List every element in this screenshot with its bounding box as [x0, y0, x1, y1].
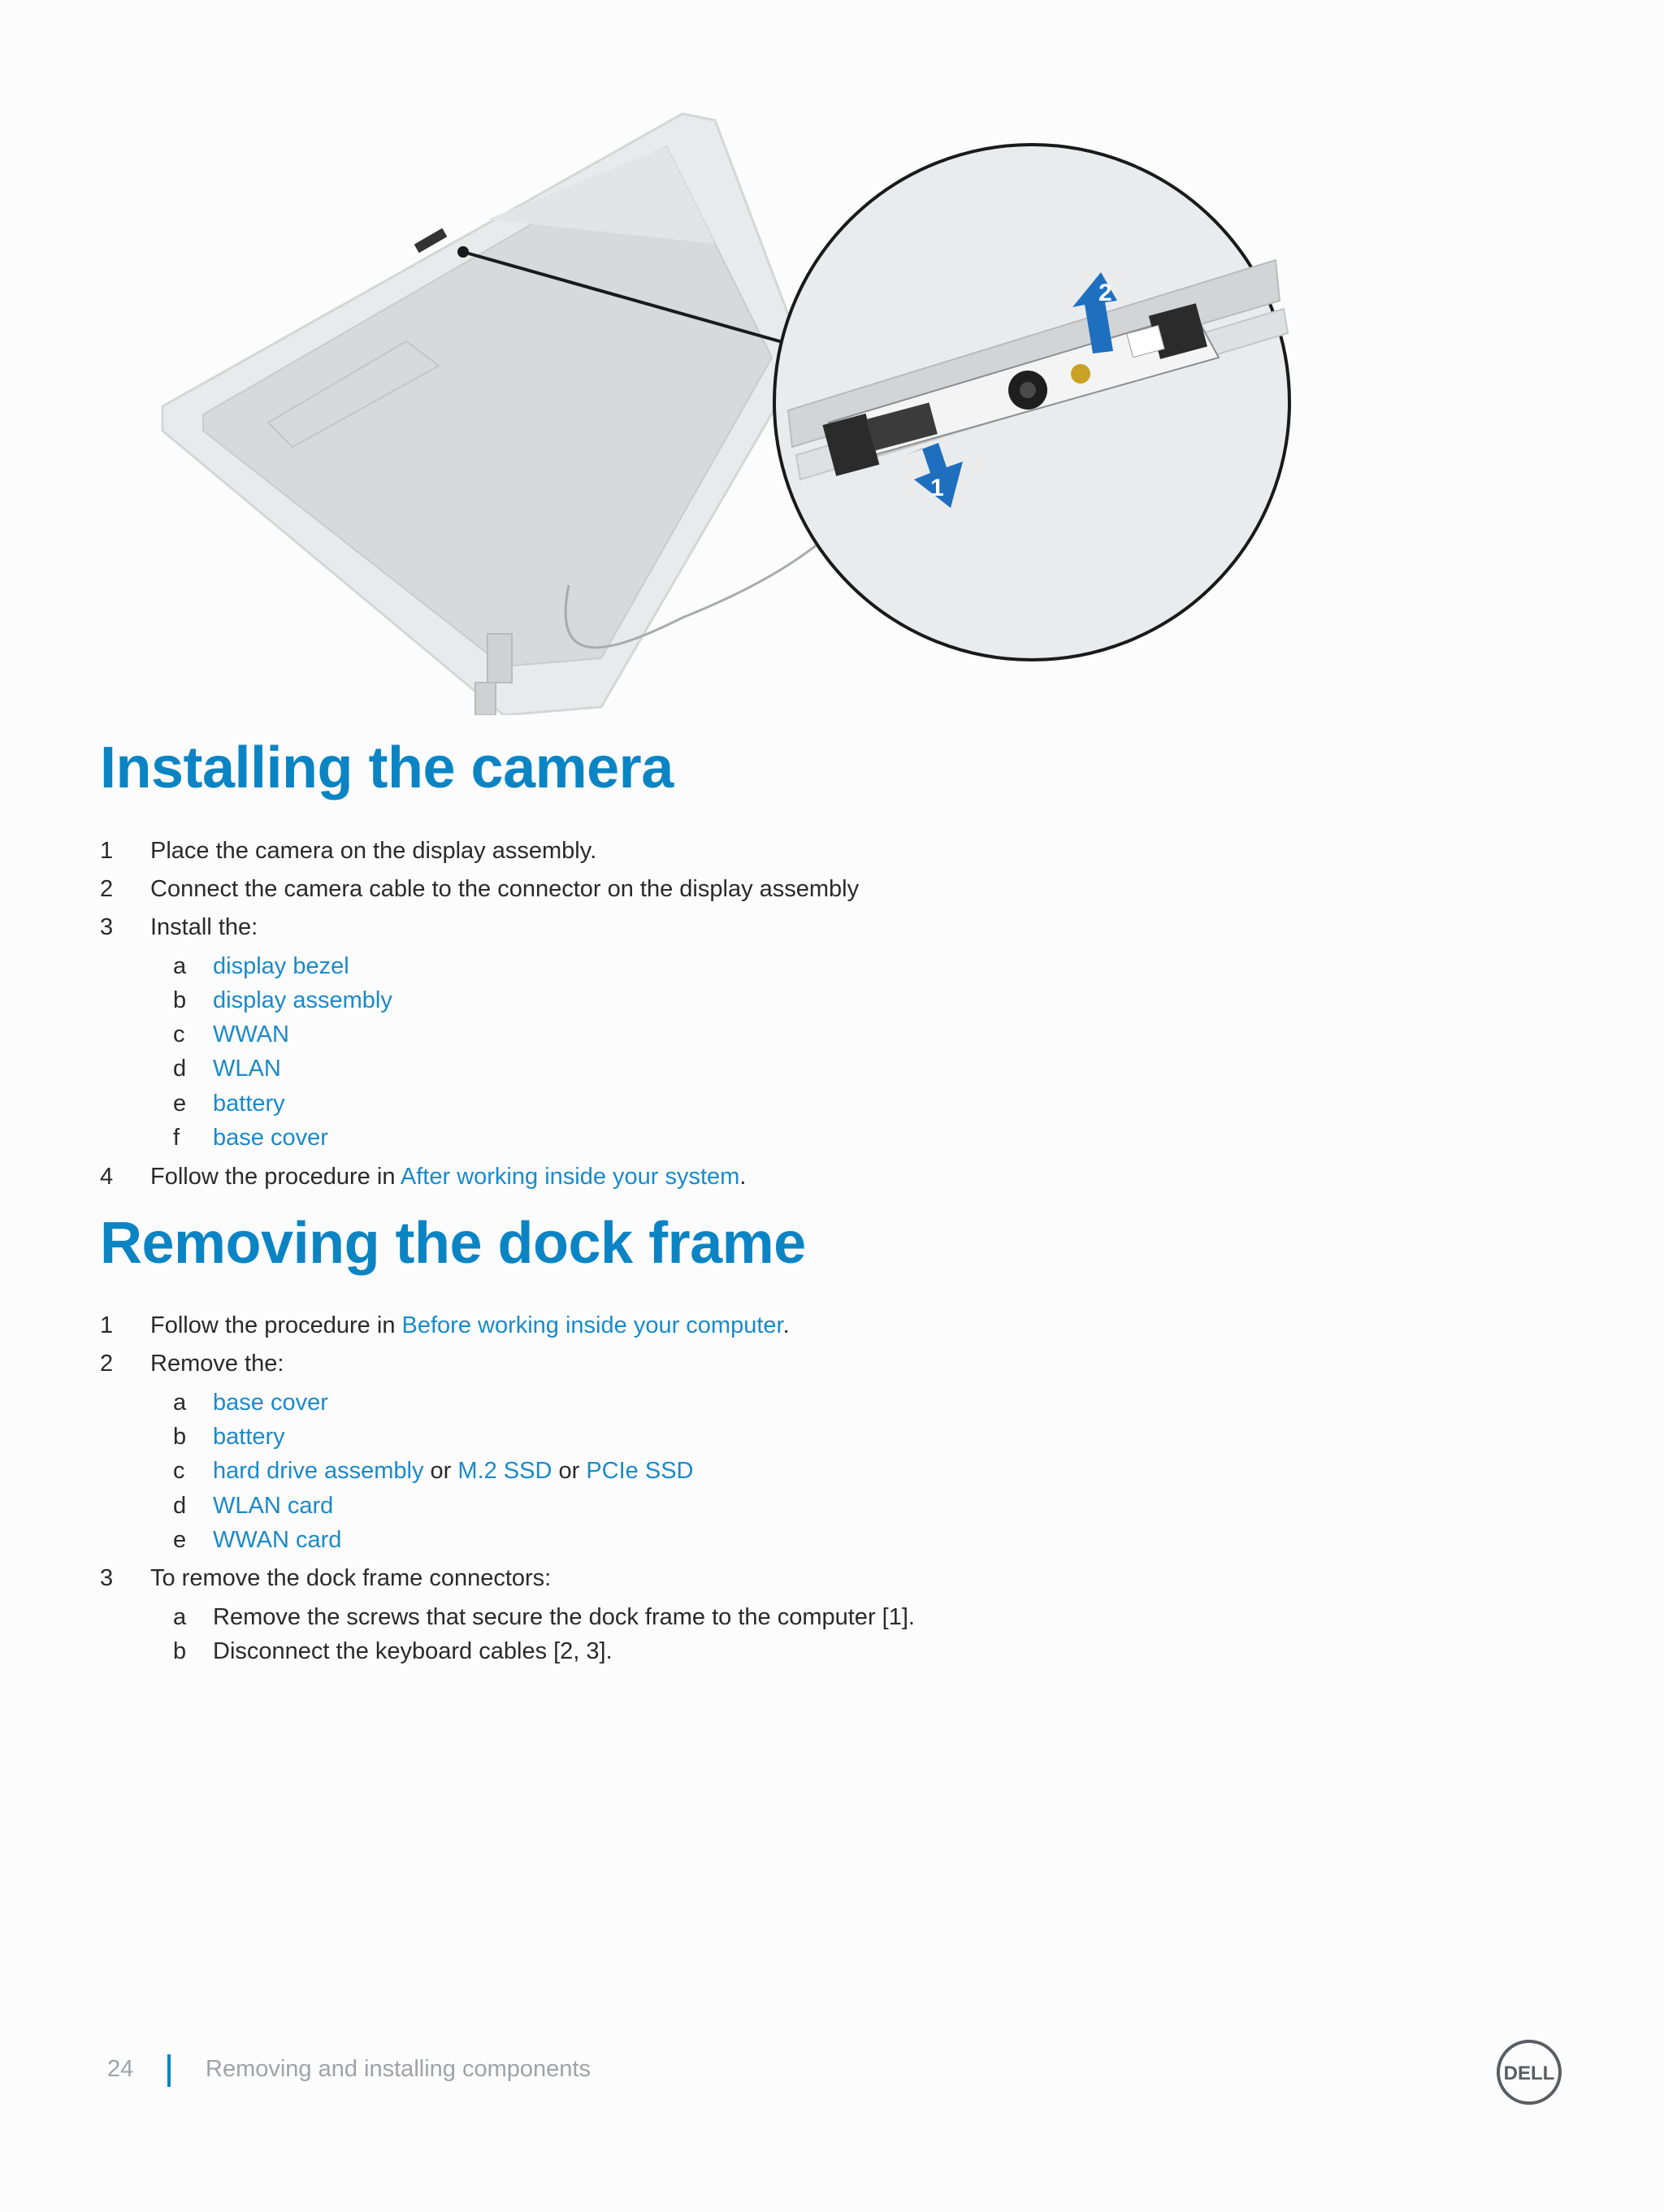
- camera-zoom-inset: [774, 145, 1289, 660]
- connector-item-a: [173, 1601, 1229, 1633]
- link-wwan-card[interactable]: WWAN card: [213, 1527, 342, 1553]
- link-battery[interactable]: battery: [213, 1091, 285, 1117]
- remove-item-d: [173, 1490, 986, 1522]
- install-step-2: [100, 873, 1319, 905]
- link-m2-ssd[interactable]: M.2 SSD: [457, 1458, 552, 1484]
- step-text: Follow the procedure in Before working inside your computer.: [150, 1312, 790, 1338]
- link-wlan[interactable]: WLAN: [213, 1056, 281, 1082]
- remove-step-3: [100, 1562, 1319, 1594]
- link-base-cover[interactable]: base cover: [213, 1125, 328, 1151]
- remove-item-c: [173, 1455, 986, 1487]
- link-hard-drive-assembly[interactable]: hard drive assembly: [213, 1458, 424, 1484]
- item-letter: d: [173, 1493, 187, 1519]
- step-number: 2: [100, 876, 114, 902]
- display-panel-illustration: [162, 114, 845, 715]
- item-letter: d: [173, 1056, 187, 1082]
- step-number: 1: [100, 838, 114, 864]
- item-text: Remove the screws that secure the dock frame to the computer [1].: [213, 1604, 915, 1630]
- install-item-f: [173, 1121, 986, 1154]
- camera-removal-figure: [146, 98, 1365, 715]
- step-number: 4: [100, 1164, 114, 1190]
- dell-logo: [1495, 2038, 1563, 2106]
- link-display-bezel[interactable]: display bezel: [213, 953, 349, 979]
- callout-number-1: 1: [930, 475, 944, 501]
- link-wwan[interactable]: WWAN: [213, 1021, 289, 1047]
- link-pcie-ssd[interactable]: PCIe SSD: [586, 1458, 694, 1484]
- item-letter: b: [173, 1424, 187, 1450]
- page-number: 24: [107, 2056, 134, 2082]
- step-text: To remove the dock frame connectors:: [150, 1565, 552, 1591]
- step-text: Remove the:: [150, 1351, 284, 1377]
- install-item-e: [173, 1087, 986, 1120]
- item-letter: c: [173, 1458, 185, 1484]
- item-letter: a: [173, 953, 187, 979]
- install-item-b: [173, 984, 986, 1017]
- item-letter: b: [173, 1638, 187, 1664]
- link-wlan-card[interactable]: WLAN card: [213, 1493, 334, 1519]
- link-base-cover[interactable]: base cover: [213, 1390, 328, 1416]
- remove-item-b: [173, 1420, 986, 1453]
- step-number: 1: [100, 1312, 114, 1338]
- link-battery[interactable]: battery: [213, 1424, 285, 1450]
- callout-number-2: 2: [1098, 280, 1112, 306]
- install-item-a: [173, 950, 986, 982]
- step-number: 2: [100, 1351, 114, 1377]
- install-step-1: [100, 835, 1319, 867]
- item-letter: c: [173, 1021, 185, 1047]
- step-text: Follow the procedure in After working inside your system.: [150, 1164, 747, 1190]
- heading-removing-dock-frame: Removing the dock frame: [100, 1211, 806, 1276]
- remove-step-2: [100, 1347, 1319, 1380]
- item-letter: b: [173, 987, 187, 1013]
- footer-divider: [167, 2054, 171, 2087]
- remove-item-e: [173, 1524, 986, 1556]
- install-item-c: [173, 1018, 986, 1051]
- install-step-3: [100, 911, 1319, 943]
- item-letter: a: [173, 1604, 187, 1630]
- chapter-title: Removing and installing components: [206, 2056, 591, 2082]
- item-letter: a: [173, 1390, 187, 1416]
- logo-text: DELL: [1503, 2062, 1555, 2084]
- remove-step-1: [100, 1309, 1319, 1342]
- install-item-d: [173, 1052, 986, 1085]
- heading-installing-camera: Installing the camera: [100, 735, 674, 800]
- step-text: Connect the camera cable to the connector on the display assembly: [150, 876, 860, 902]
- install-step-4: [100, 1160, 1319, 1193]
- item-letter: e: [173, 1527, 187, 1553]
- step-number: 3: [100, 914, 114, 940]
- link-before-working-inside[interactable]: Before working inside your computer: [401, 1312, 783, 1338]
- item-text: hard drive assembly or M.2 SSD or PCIe SSD: [213, 1458, 694, 1484]
- item-letter: f: [173, 1125, 180, 1151]
- item-letter: e: [173, 1091, 187, 1117]
- step-text: Place the camera on the display assembly.: [150, 838, 597, 864]
- link-after-working-inside[interactable]: After working inside your system: [400, 1164, 740, 1190]
- link-display-assembly[interactable]: display assembly: [213, 987, 392, 1013]
- remove-item-a: [173, 1386, 986, 1419]
- connector-item-b: [173, 1635, 1229, 1668]
- item-text: Disconnect the keyboard cables [2, 3].: [213, 1638, 613, 1664]
- step-text: Install the:: [150, 914, 258, 940]
- step-number: 3: [100, 1565, 114, 1591]
